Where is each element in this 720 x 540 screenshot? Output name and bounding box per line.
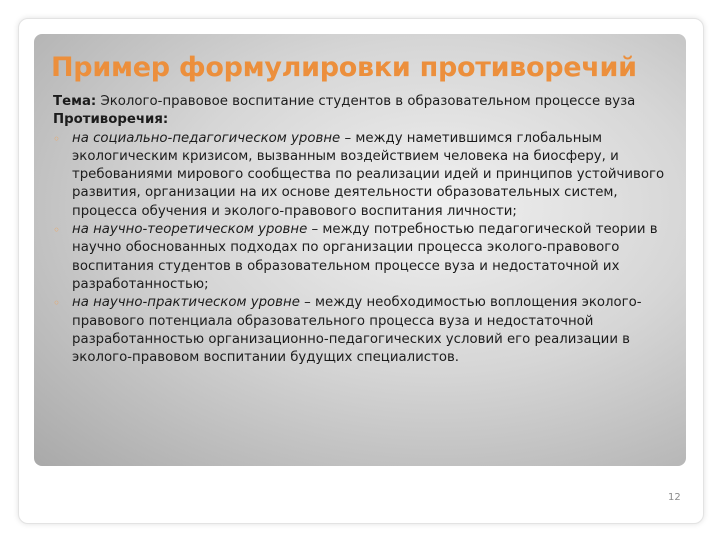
- list-item: [53, 130, 678, 221]
- item-text: – между необходимостью воплощения эколого-правового потенциала образовательного процесса вуза и недостаточной разработанностью организационно-педагогических условий его реализации в эколого-правовом воспитании будущих специалистов.: [72, 295, 642, 366]
- page-number: 12: [668, 492, 681, 503]
- bullet-icon: ◦: [53, 296, 61, 311]
- item-level: на научно-практическом уровне: [72, 295, 300, 311]
- topic-line: [53, 93, 678, 111]
- bullet-icon: ◦: [53, 131, 61, 146]
- topic-text: Эколого-правовое воспитание студентов в образовательном процессе вуза: [96, 94, 636, 109]
- topic-label: Тема:: [53, 94, 97, 109]
- item-text: – между наметившимся глобальным экологическим кризисом, вызванным воздействием человека на биосферу, и требованиями мирового сообщества по реализации идей и принципов устойчивого развития, организации на их основе деятельности образовательных систем, процесса обучения и эколого-правового воспитания личности;: [72, 130, 665, 219]
- slide-title: Пример формулировки противоречий: [51, 52, 637, 83]
- contradictions-label: Противоречия:: [53, 112, 169, 128]
- list-item: [53, 294, 678, 367]
- contradictions-list: [53, 130, 678, 368]
- list-item: [53, 221, 678, 294]
- item-level: на социально-педагогическом уровне: [72, 130, 341, 146]
- slide-body: [53, 93, 678, 367]
- item-level: на научно-теоретическом уровне: [72, 222, 308, 238]
- bullet-icon: ◦: [53, 223, 61, 238]
- item-text: – между потребностью педагогической теории в научно обоснованных подходах по организации процесса эколого-правового воспитания студентов в образовательном процессе вуза и недостаточной их разработанностью;: [72, 222, 658, 292]
